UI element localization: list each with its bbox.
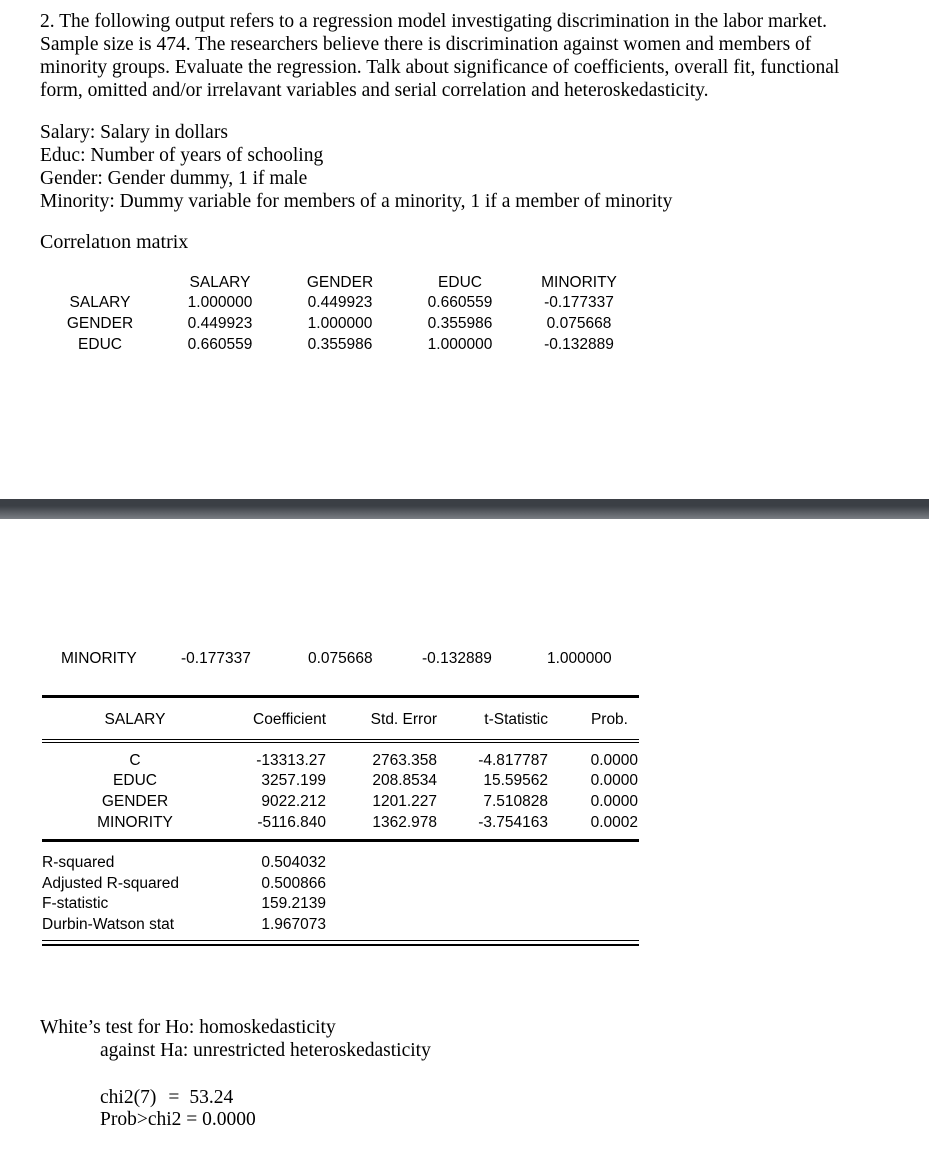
t-value: 15.59562 xyxy=(483,772,548,789)
stat-value: 0.504032 xyxy=(261,854,326,871)
header-t-statistic: t-Statistic xyxy=(484,711,548,728)
coef-value: 9022.212 xyxy=(261,793,326,810)
corr-row-label: SALARY xyxy=(69,294,131,311)
coef-value: -13313.27 xyxy=(256,752,326,769)
question-line: Sample size is 474. The researchers believe there is discrimination against women and members of xyxy=(40,34,812,55)
corr-cell: 0.355986 xyxy=(427,315,493,332)
corr-cell: 0.449923 xyxy=(187,315,253,332)
stat-label: F-statistic xyxy=(42,895,109,912)
prob-value: 0.0002 xyxy=(590,814,638,831)
corr-cell: -0.132889 xyxy=(422,650,492,667)
coef-value: 3257.199 xyxy=(261,772,326,789)
header-coefficient: Coefficient xyxy=(253,711,326,728)
table-rule-bottom xyxy=(42,944,639,946)
table-rule-header xyxy=(42,739,639,740)
corr-col-header: EDUC xyxy=(438,274,482,291)
question-line: minority groups. Evaluate the regression. Talk about significance of coefficients, overall fit, functional xyxy=(40,57,840,78)
corr-row-label: MINORITY xyxy=(61,650,137,667)
stat-label: R-squared xyxy=(42,854,115,871)
var-name: GENDER xyxy=(101,793,169,810)
corr-cell: 0.660559 xyxy=(427,294,493,311)
corr-col-header: GENDER xyxy=(306,274,374,291)
corr-cell: 0.449923 xyxy=(307,294,373,311)
se-value: 208.8534 xyxy=(372,772,437,789)
se-value: 1362.978 xyxy=(372,814,437,831)
corr-cell: 0.660559 xyxy=(187,336,253,353)
variable-definitions xyxy=(40,121,672,213)
t-value: -3.754163 xyxy=(478,814,548,831)
page-separator xyxy=(0,499,929,519)
stat-value: 1.967073 xyxy=(261,916,326,933)
corr-cell: 1.000000 xyxy=(427,336,493,353)
definition-minority: Minority: Dummy variable for members of a minority, 1 if a member of minority xyxy=(40,191,673,212)
corr-cell: -0.177337 xyxy=(544,294,614,311)
table-rule-mid xyxy=(42,839,639,842)
corr-cell: 1.000000 xyxy=(547,650,612,667)
question-line: form, omitted and/or irrelavant variables and serial correlation and heteroskedasticity. xyxy=(40,80,709,101)
corr-cell: -0.132889 xyxy=(544,336,614,353)
corr-cell: 1.000000 xyxy=(307,315,373,332)
chi2-value: 53.24 xyxy=(189,1087,234,1108)
corr-cell: 0.075668 xyxy=(308,650,373,667)
coef-value: -5116.840 xyxy=(257,814,326,831)
definition-salary: Salary: Salary in dollars xyxy=(40,122,228,143)
chi2-equals: = xyxy=(168,1087,180,1108)
white-test-hypothesis: White’s test for Ho: homoskedasticity xyxy=(40,1017,336,1038)
corr-row-label: GENDER xyxy=(66,315,134,332)
se-value: 2763.358 xyxy=(372,752,437,769)
corr-col-header: SALARY xyxy=(189,274,251,291)
white-test-alternative: against Ha: unrestricted heteroskedasticity xyxy=(100,1040,431,1061)
chi2-label: chi2(7) xyxy=(100,1087,157,1108)
t-value: -4.817787 xyxy=(478,752,548,769)
stat-label: Adjusted R-squared xyxy=(42,875,179,892)
table-rule-top xyxy=(42,695,639,698)
stat-label: Durbin-Watson stat xyxy=(42,916,175,933)
definition-educ: Educ: Number of years of schooling xyxy=(40,145,324,166)
question-text xyxy=(40,10,920,102)
corr-row-label: EDUC xyxy=(78,336,122,353)
corr-cell: 1.000000 xyxy=(187,294,253,311)
table-rule-header xyxy=(42,742,639,743)
var-name: C xyxy=(129,752,141,769)
header-prob: Prob. xyxy=(590,711,628,728)
table-rule-bottom xyxy=(42,940,639,941)
corr-col-header: MINORITY xyxy=(541,274,617,291)
chi2-prob: Prob>chi2 = 0.0000 xyxy=(100,1109,256,1130)
white-test xyxy=(40,1016,431,1062)
question-line: 2. The following output refers to a regression model investigating discrimination in the labor market. xyxy=(40,11,828,32)
dependent-variable: SALARY xyxy=(104,711,166,728)
var-name: MINORITY xyxy=(97,814,173,831)
var-name: EDUC xyxy=(113,772,157,789)
corr-cell: 0.355986 xyxy=(307,336,373,353)
header-std-error: Std. Error xyxy=(370,711,437,728)
corr-cell: -0.177337 xyxy=(181,650,251,667)
stat-value: 0.500866 xyxy=(261,875,326,892)
chi2-line xyxy=(100,1087,233,1109)
prob-value: 0.0000 xyxy=(590,772,638,789)
se-value: 1201.227 xyxy=(372,793,437,810)
prob-value: 0.0000 xyxy=(590,752,638,769)
corr-cell: 0.075668 xyxy=(546,315,612,332)
definition-gender: Gender: Gender dummy, 1 if male xyxy=(40,168,308,189)
correlation-matrix-title: Correlatıon matrix xyxy=(40,231,189,253)
stat-value: 159.2139 xyxy=(261,895,326,912)
t-value: 7.510828 xyxy=(483,793,548,810)
prob-value: 0.0000 xyxy=(590,793,638,810)
